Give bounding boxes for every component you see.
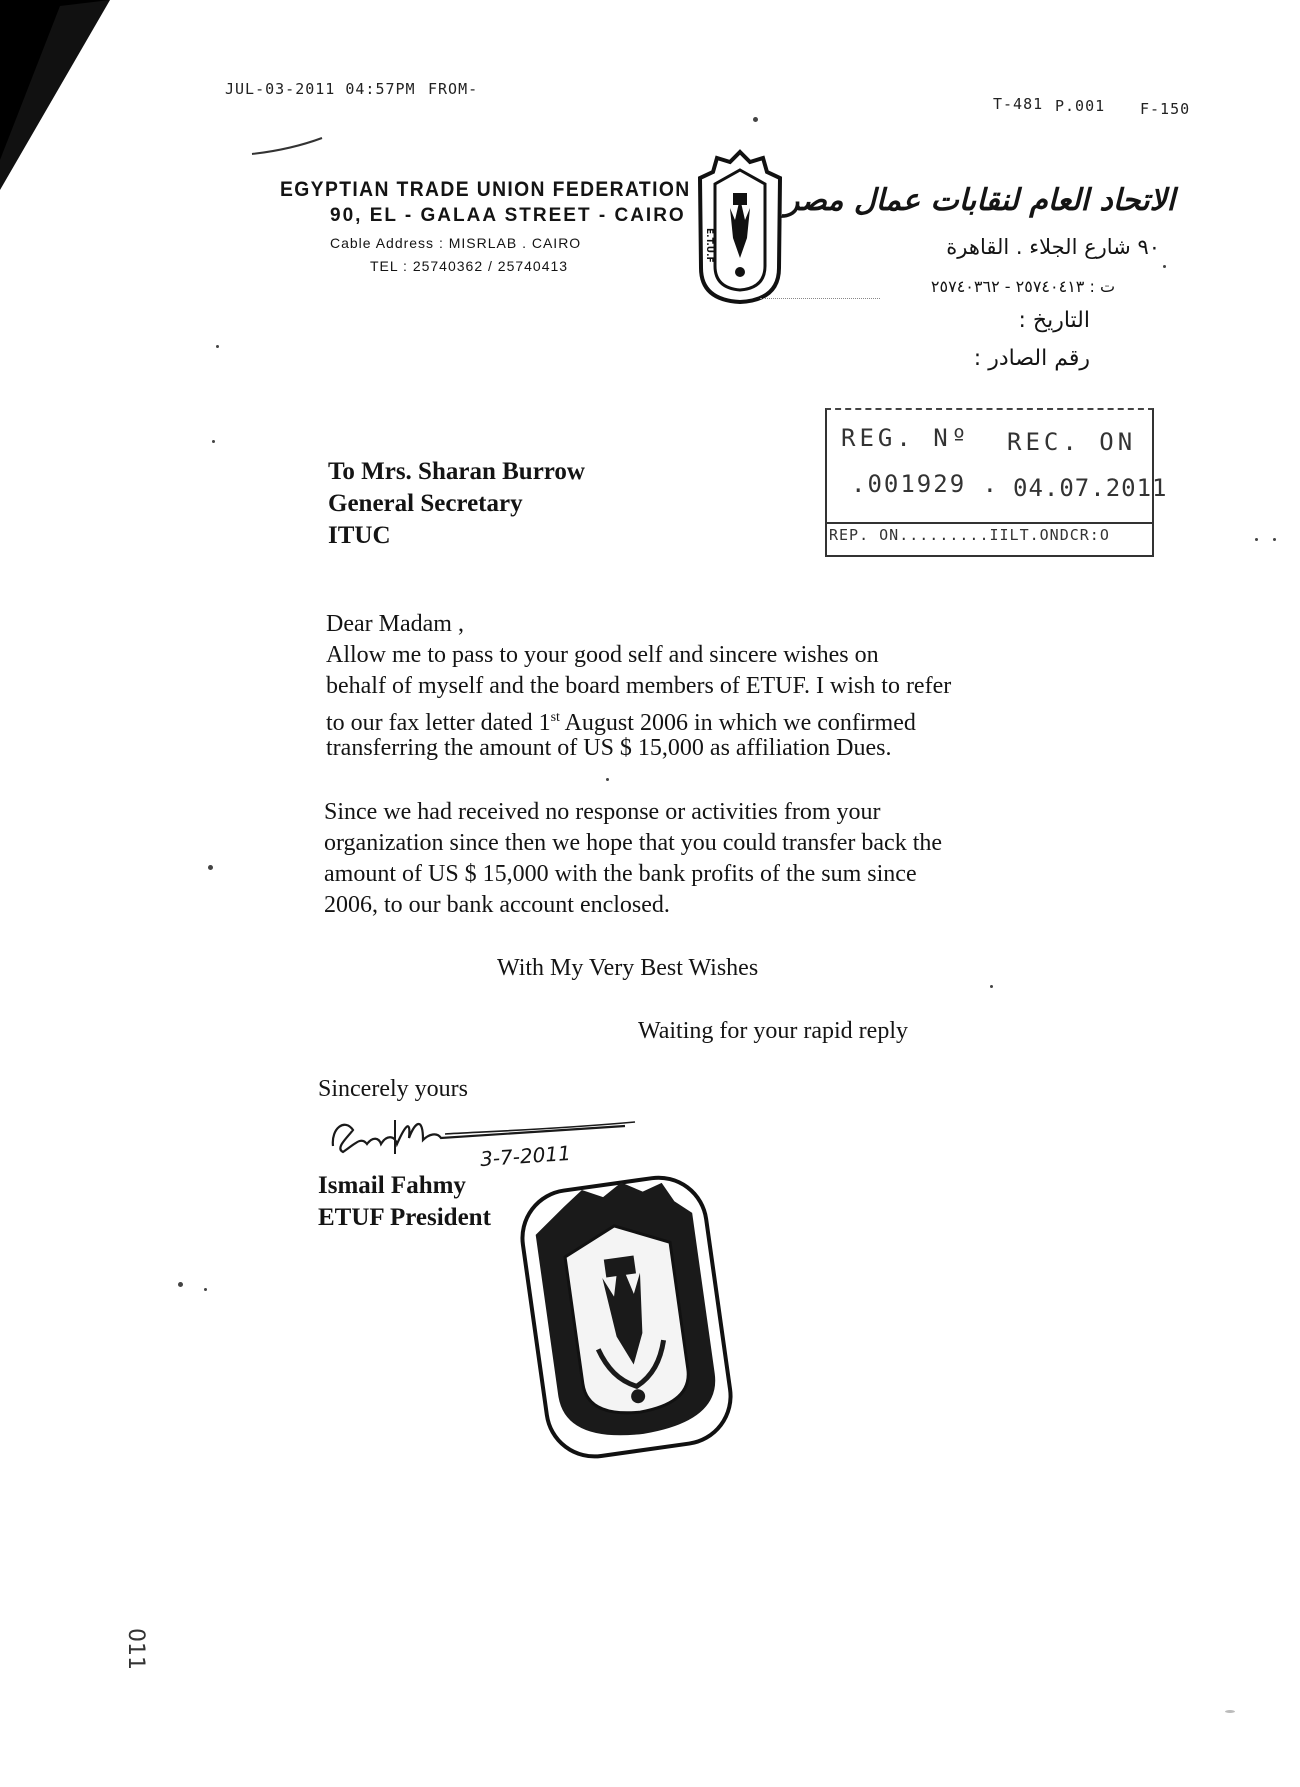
scan-speck [212,440,215,443]
org-tel: TEL : 25740362 / 25740413 [370,258,569,274]
salutation: Dear Madam , [326,611,464,637]
org-street: 90, EL - GALAA STREET - CAIRO [330,205,686,226]
closing-waiting: Waiting for your rapid reply [638,1018,908,1044]
rec-on-value: 04.07.2011 [1013,474,1168,502]
body-p2-line1: Since we had received no response or activities from your [324,799,881,825]
body-p1-line3: to our fax letter dated 1st August 2006 in which we confirmed [326,710,916,736]
scan-speck [606,778,609,781]
signatory-name: Ismail Fahmy [318,1172,466,1199]
official-seal-stamp [520,1165,735,1470]
margin-handwritten-note: 011 [123,1628,148,1670]
recipient-title: General Secretary [328,490,523,517]
body-p2-line3: amount of US $ 15,000 with the bank profits of the sum since [324,861,917,887]
closing-sincerely: Sincerely yours [318,1076,468,1102]
scan-speck [1255,538,1258,541]
scan-speck [1225,1710,1235,1713]
scan-speck [216,345,219,348]
fax-code-f: F-150 [1140,100,1191,118]
scan-speck [178,1282,183,1287]
stamp-separator [827,522,1152,524]
letterhead-ink-stroke [250,130,330,160]
body-p1-line4: transferring the amount of US $ 15,000 as affiliation Dues. [326,735,892,761]
fax-code-p: P.001 [1055,97,1106,115]
fax-date-time: JUL-03-2011 04:57PM [225,80,416,98]
rec-on-label: REC. ON [1007,428,1137,456]
signature-date: 3-7-2011 [479,1140,572,1172]
fax-code-t: T-481 [993,95,1044,113]
org-cable: Cable Address : MISRLAB . CAIRO [330,235,582,251]
scan-speck [1163,265,1166,268]
rep-on-line: REP. ON.........IILT.ONDCR:O [829,526,1110,544]
org-street-arabic: ٩٠ شارع الجلاء . القاهرة [946,235,1160,259]
body-p1-line2: behalf of myself and the board members of ETUF. I wish to refer [326,673,952,699]
closing-wishes: With My Very Best Wishes [497,955,759,981]
recipient-org: ITUC [328,522,391,549]
scan-speck [204,1288,207,1291]
scan-corner-shadow [0,0,120,200]
body-p2-line4: 2006, to our bank account enclosed. [324,892,670,918]
registration-stamp [825,408,1168,557]
arabic-tel-dotted-line [760,298,880,299]
body-p1-line1: Allow me to pass to your good self and sincere wishes on [326,642,879,668]
scan-speck [990,985,993,988]
scan-speck [1273,538,1276,541]
recipient-name: To Mrs. Sharan Burrow [328,458,585,485]
org-name: EGYPTIAN TRADE UNION FEDERATION [280,178,691,201]
reg-no-label: REG. Nº [841,424,971,452]
scan-speck [753,117,758,122]
logo-text: E.T.U.F [704,228,714,263]
arabic-ref-label: رقم الصادر : [973,346,1090,371]
scan-speck [208,865,213,870]
org-tel-arabic: ت : ٢٥٧٤٠٤١٣ - ٢٥٧٤٠٣٦٢ [930,277,1115,296]
fax-from: FROM- [428,80,479,98]
signatory-title: ETUF President [318,1204,491,1231]
reg-no-value: .001929 . [851,470,1000,498]
etuf-logo [695,148,785,306]
body-p2-line2: organization since then we hope that you could transfer back the [324,830,943,856]
org-name-arabic: الاتحاد العام لنقابات عمال مصر [784,183,1175,218]
arabic-date-label: التاريخ : [1018,308,1090,333]
